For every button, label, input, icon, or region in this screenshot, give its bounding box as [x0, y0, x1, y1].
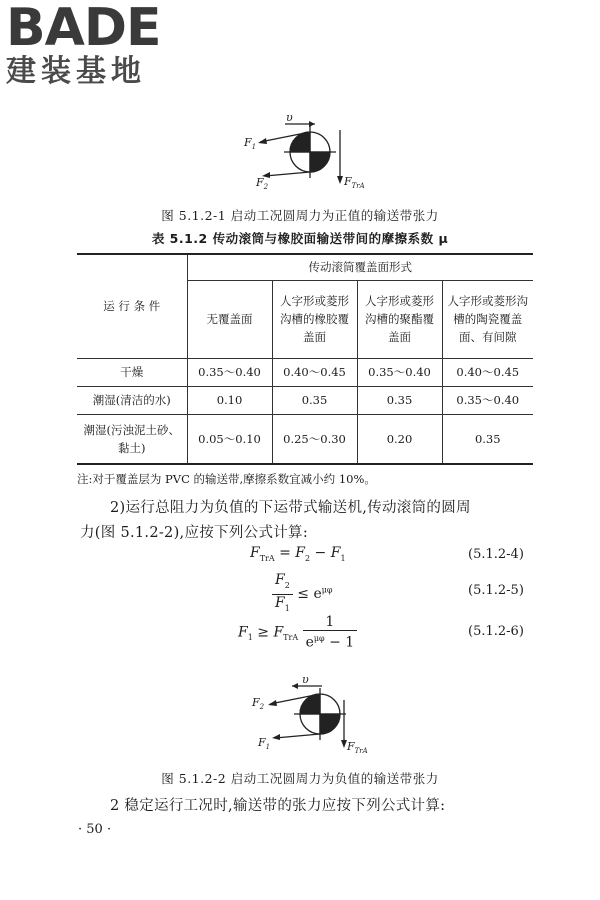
table-cell: 0.35～0.40: [357, 358, 442, 386]
label-f1: $F_1$: [244, 136, 257, 151]
table-row: [77, 358, 533, 386]
belt-bottom-line: [275, 734, 320, 738]
equation-1: $F_{TrA} = F_2 - F_1$: [250, 545, 346, 563]
table-row: [77, 414, 533, 464]
figure-1-caption: 图 5.1.2-1 启动工况圆周力为正值的输送带张力: [161, 208, 439, 223]
column-header: 人字形或菱形沟槽的聚酯覆盖面: [357, 280, 442, 358]
equation-2-number: (5.1.2-5): [468, 583, 524, 598]
friction-table: [77, 253, 533, 465]
ftra-arrowhead: [337, 176, 343, 184]
table-cell: 0.35: [272, 386, 357, 414]
table-cell: 0.10: [187, 386, 272, 414]
table-cell: 0.20: [357, 414, 442, 464]
logo-subtitle: 建装基地: [6, 54, 146, 89]
label-ftra: $F_{TrA}$: [347, 740, 368, 755]
table-cell: 0.35～0.40: [442, 386, 533, 414]
table-row: [77, 386, 533, 414]
row-condition: 潮湿(清洁的水): [77, 386, 187, 414]
belt-bottom-line: [265, 172, 310, 176]
label-f2: $F_2$: [256, 176, 269, 191]
column-header: 人字形或菱形沟槽的陶瓷覆盖面、有间隙: [442, 280, 533, 358]
label-v: υ: [302, 673, 309, 686]
table-cell: 0.35: [357, 386, 442, 414]
equation-2: $\frac{F_2}{F_1}$ ≤ $e^{\mu\varphi}$: [272, 572, 333, 617]
logo-brand: BADE: [6, 0, 161, 58]
column-header: 人字形或菱形沟槽的橡胶覆盖面: [272, 280, 357, 358]
table-cell: 0.05～0.10: [187, 414, 272, 464]
label-v: υ: [286, 111, 293, 124]
figure-2-diagram: [240, 672, 380, 757]
label-f2: $F_2$: [252, 696, 265, 711]
paragraph-1-line-1: 2)运行总阻力为负值的下运带式输送机,传动滚筒的圆周: [110, 500, 471, 516]
drum-quadrant-fill-2: [310, 152, 330, 172]
paragraph-2: 2 稳定运行工况时,输送带的张力应按下列公式计算:: [110, 798, 446, 814]
column-header: 无覆盖面: [187, 280, 272, 358]
header-group: 传动滚筒覆盖面形式: [187, 254, 533, 280]
velocity-arrowhead: [292, 683, 298, 689]
table-cell: 0.35: [442, 414, 533, 464]
table-cell: 0.35～0.40: [187, 358, 272, 386]
label-f1: $F_1$: [258, 736, 271, 751]
brand-logo: [6, 2, 176, 88]
table-cell: 0.40～0.45: [272, 358, 357, 386]
row-condition: 潮湿(污浊泥土砂、黏土): [77, 414, 187, 464]
paragraph-1-line-2: 力(图 5.1.2-2),应按下列公式计算:: [80, 525, 309, 541]
equation-3-number: (5.1.2-6): [468, 624, 524, 639]
velocity-arrowhead: [309, 121, 315, 127]
figure-2-caption: 图 5.1.2-2 启动工况圆周力为负值的输送带张力: [161, 771, 439, 786]
f1-arrowhead: [272, 734, 280, 740]
table-title: 表 5.1.2 传动滚筒与橡胶面输送带间的摩擦系数 μ: [151, 231, 449, 246]
equation-1-number: (5.1.2-4): [468, 547, 524, 562]
table-note: 注:对于覆盖层为 PVC 的输送带,摩擦系数宜减小约 10%。: [77, 472, 376, 486]
label-ftra: $F_{TrA}$: [344, 175, 365, 190]
header-condition: 运 行 条 件: [77, 254, 187, 358]
figure-1-diagram: [230, 110, 370, 195]
table-cell: 0.25～0.30: [272, 414, 357, 464]
f1-arrowhead: [258, 138, 267, 144]
equation-3: $F_1 \ge F_{TrA}$ $\frac{1}{e^{\mu\varphi} - 1}$: [238, 614, 357, 651]
drum-quadrant-fill-2: [320, 714, 340, 734]
table-cell: 0.40～0.45: [442, 358, 533, 386]
page-number: · 50 ·: [78, 822, 112, 837]
f2-arrowhead: [268, 700, 277, 706]
row-condition: 干燥: [77, 358, 187, 386]
